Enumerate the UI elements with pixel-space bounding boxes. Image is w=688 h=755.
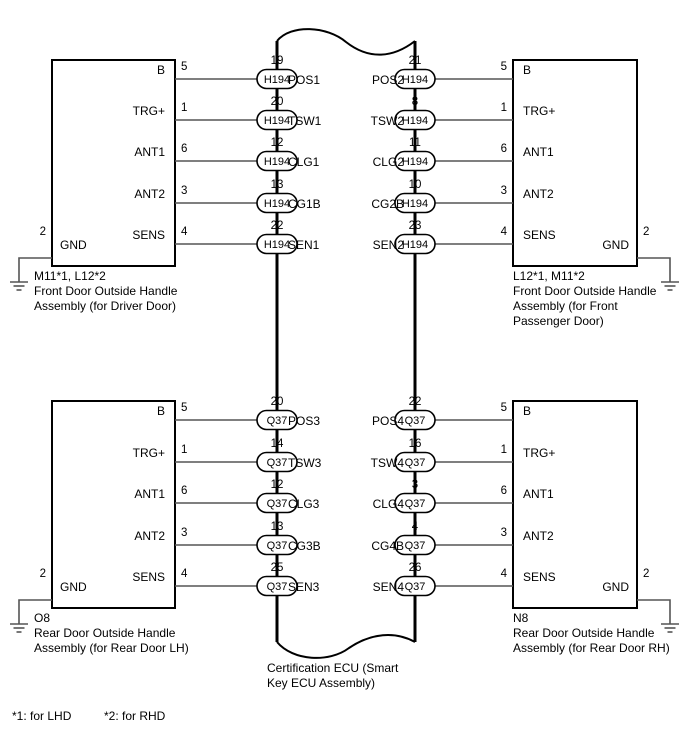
module-pin-rear-lh-0: 5	[181, 402, 188, 414]
ecu-signal-front-driver-1: TSW1	[288, 114, 322, 128]
module-pin-front-driver-2: 6	[181, 143, 188, 155]
ecu-pin-front-driver-0: 19	[270, 55, 284, 67]
ecu-signal-rear-rh-1: TSW4	[370, 456, 404, 470]
connector-label-rear-rh-3: Q37	[404, 540, 426, 552]
terminal-label-front-passenger-2: ANT1	[523, 145, 554, 159]
module-pin-front-driver-0: 5	[181, 61, 188, 73]
connector-label-front-passenger-3: H194	[401, 198, 429, 210]
ecu-pin-rear-lh-0: 20	[270, 396, 284, 408]
module-pin-front-passenger-3: 3	[500, 185, 507, 197]
terminal-label-front-passenger-3: ANT2	[523, 187, 554, 201]
module-pin-rear-lh-1: 1	[181, 444, 188, 456]
module-pin-rear-rh-0: 5	[500, 402, 507, 414]
connector-label-front-driver-4: H194	[263, 239, 291, 251]
module-code-rear-rh: N8	[513, 611, 529, 625]
module-pin-front-passenger-2: 6	[500, 143, 507, 155]
ecu-pin-rear-lh-3: 13	[270, 521, 284, 533]
terminal-label-front-driver-2: ANT1	[134, 145, 165, 159]
footnote-rhd: *2: for RHD	[104, 709, 166, 723]
module-pin-rear-rh-2: 6	[500, 485, 507, 497]
terminal-label-rear-lh-3: ANT2	[134, 529, 165, 543]
gnd-pin-rear-lh: 2	[39, 568, 46, 580]
terminal-label-rear-lh-1: TRG+	[132, 446, 165, 460]
ecu-caption	[267, 661, 399, 690]
ecu-top-break	[277, 29, 415, 55]
ecu-pin-front-driver-1: 20	[270, 96, 284, 108]
connector-label-front-passenger-1: H194	[401, 115, 429, 127]
connector-label-front-driver-3: H194	[263, 198, 291, 210]
module-pin-rear-lh-3: 3	[181, 527, 188, 539]
connector-label-rear-rh-2: Q37	[404, 498, 426, 510]
connector-label-rear-lh-3: Q37	[266, 540, 288, 552]
module-pin-rear-rh-1: 1	[500, 444, 507, 456]
module-name-1-front-passenger: Front Door Outside Handle	[513, 284, 657, 298]
terminal-label-rear-rh-4: SENS	[523, 570, 556, 584]
ecu-signal-front-driver-4: SEN1	[288, 238, 320, 252]
module-front-passenger	[371, 55, 679, 328]
module-pin-rear-lh-2: 6	[181, 485, 188, 497]
ecu-signal-front-passenger-4: SEN2	[372, 238, 404, 252]
module-front-driver	[10, 55, 322, 313]
module-name-1-front-driver: Front Door Outside Handle	[34, 284, 178, 298]
ecu-pin-front-driver-2: 12	[270, 137, 284, 149]
module-rear-rh	[371, 396, 679, 655]
connector-label-front-driver-0: H194	[263, 74, 291, 86]
module-pin-front-passenger-4: 4	[500, 226, 507, 238]
ecu-signal-front-driver-2: CLG1	[288, 155, 320, 169]
gnd-label-front-passenger: GND	[602, 238, 629, 252]
terminal-label-front-driver-3: ANT2	[134, 187, 165, 201]
ecu-signal-rear-lh-3: CG3B	[288, 539, 321, 553]
gnd-label-rear-rh: GND	[602, 580, 629, 594]
terminal-label-rear-rh-2: ANT1	[523, 487, 554, 501]
module-pin-rear-rh-4: 4	[500, 568, 507, 580]
ecu-signal-front-passenger-3: CG2B	[371, 197, 404, 211]
terminal-label-front-driver-1: TRG+	[132, 104, 165, 118]
ecu-pin-front-driver-4: 22	[270, 220, 284, 232]
connector-label-rear-rh-1: Q37	[404, 457, 426, 469]
connector-label-front-driver-2: H194	[263, 156, 291, 168]
connector-label-rear-rh-4: Q37	[404, 581, 426, 593]
ecu-pin-rear-lh-2: 12	[270, 479, 284, 491]
module-pin-front-driver-3: 3	[181, 185, 188, 197]
ecu-signal-rear-rh-4: SEN4	[372, 580, 404, 594]
ecu-signal-front-driver-3: CG1B	[288, 197, 321, 211]
connector-label-rear-lh-0: Q37	[266, 415, 288, 427]
gnd-wire-front-passenger[interactable]	[637, 258, 670, 282]
terminal-label-front-driver-4: SENS	[132, 228, 165, 242]
ecu-pin-rear-rh-3: 4	[411, 521, 419, 533]
terminal-label-front-passenger-4: SENS	[523, 228, 556, 242]
connector-label-rear-lh-4: Q37	[266, 581, 288, 593]
module-code-front-driver: M11*1, L12*2	[34, 269, 106, 283]
ecu-pin-rear-rh-2: 3	[411, 479, 419, 491]
footnotes	[12, 709, 166, 723]
terminal-label-front-passenger-0: B	[523, 63, 532, 77]
module-pin-front-passenger-0: 5	[500, 61, 507, 73]
ecu-pin-front-passenger-0: 21	[408, 55, 422, 67]
ecu-pin-front-driver-3: 13	[270, 179, 284, 191]
module-name-1-rear-rh: Rear Door Outside Handle	[513, 626, 655, 640]
ecu-pin-front-passenger-3: 10	[408, 179, 422, 191]
ecu-signal-rear-lh-1: TSW3	[288, 456, 322, 470]
module-name-2-rear-lh: Assembly (for Rear Door LH)	[34, 641, 189, 655]
ecu-signal-rear-rh-2: CLG4	[372, 497, 404, 511]
connector-label-rear-lh-2: Q37	[266, 498, 288, 510]
ecu-caption-line1: Certification ECU (Smart	[267, 661, 399, 675]
ecu-pin-rear-rh-4: 26	[408, 562, 422, 574]
ecu-signal-front-passenger-1: TSW2	[370, 114, 404, 128]
module-name-1-rear-lh: Rear Door Outside Handle	[34, 626, 176, 640]
terminal-label-rear-lh-2: ANT1	[134, 487, 165, 501]
module-pin-front-driver-4: 4	[181, 226, 188, 238]
module-code-front-passenger: L12*1, M11*2	[513, 269, 585, 283]
module-name-2-front-passenger: Assembly (for Front	[513, 299, 618, 313]
module-rear-lh	[10, 396, 322, 655]
gnd-label-front-driver: GND	[60, 238, 87, 252]
connector-label-front-passenger-2: H194	[401, 156, 429, 168]
ecu-pin-rear-rh-1: 16	[408, 438, 422, 450]
ecu-caption-line2: Key ECU Assembly)	[267, 676, 376, 690]
ecu-pin-rear-lh-1: 14	[270, 438, 284, 450]
module-code-rear-lh: O8	[34, 611, 51, 625]
module-name-2-rear-rh: Assembly (for Rear Door RH)	[513, 641, 670, 655]
module-pin-rear-rh-3: 3	[500, 527, 507, 539]
ecu-signal-rear-lh-4: SEN3	[288, 580, 320, 594]
ecu-signal-rear-rh-3: CG4B	[371, 539, 404, 553]
connector-label-front-passenger-4: H194	[401, 239, 429, 251]
terminal-label-rear-lh-0: B	[156, 404, 165, 418]
connector-label-front-driver-1: H194	[263, 115, 291, 127]
ecu-signal-rear-lh-2: CLG3	[288, 497, 320, 511]
gnd-pin-front-passenger: 2	[643, 226, 650, 238]
ecu-signal-rear-rh-0: POS4	[371, 414, 404, 428]
connector-label-rear-lh-1: Q37	[266, 457, 288, 469]
terminal-label-rear-lh-4: SENS	[132, 570, 165, 584]
ecu-signal-front-passenger-0: POS2	[371, 73, 404, 87]
ecu-signal-rear-lh-0: POS3	[288, 414, 321, 428]
ecu-pin-rear-lh-4: 25	[270, 562, 284, 574]
terminal-label-front-passenger-1: TRG+	[523, 104, 556, 118]
ecu-pin-front-passenger-1: 8	[411, 96, 419, 108]
gnd-wire-rear-rh[interactable]	[637, 600, 670, 624]
gnd-label-rear-lh: GND	[60, 580, 87, 594]
module-name-3-front-passenger: Passenger Door)	[513, 314, 604, 328]
ecu-pin-front-passenger-2: 11	[409, 137, 421, 149]
ecu-bottom-break	[277, 635, 415, 658]
module-pin-front-driver-1: 1	[181, 102, 188, 114]
gnd-pin-front-driver: 2	[39, 226, 46, 238]
gnd-pin-rear-rh: 2	[643, 568, 650, 580]
terminal-label-rear-rh-3: ANT2	[523, 529, 554, 543]
ecu-signal-front-driver-0: POS1	[288, 73, 321, 87]
terminal-label-rear-rh-0: B	[523, 404, 532, 418]
module-pin-front-passenger-1: 1	[500, 102, 507, 114]
module-pin-rear-lh-4: 4	[181, 568, 188, 580]
terminal-label-rear-rh-1: TRG+	[523, 446, 556, 460]
terminal-label-front-driver-0: B	[156, 63, 165, 77]
connector-label-rear-rh-0: Q37	[404, 415, 426, 427]
ecu-pin-rear-rh-0: 22	[408, 396, 422, 408]
footnote-lhd: *1: for LHD	[12, 709, 72, 723]
module-name-2-front-driver: Assembly (for Driver Door)	[34, 299, 177, 313]
ecu-pin-front-passenger-4: 23	[408, 220, 422, 232]
connector-label-front-passenger-0: H194	[401, 74, 429, 86]
ecu-signal-front-passenger-2: CLG2	[372, 155, 404, 169]
